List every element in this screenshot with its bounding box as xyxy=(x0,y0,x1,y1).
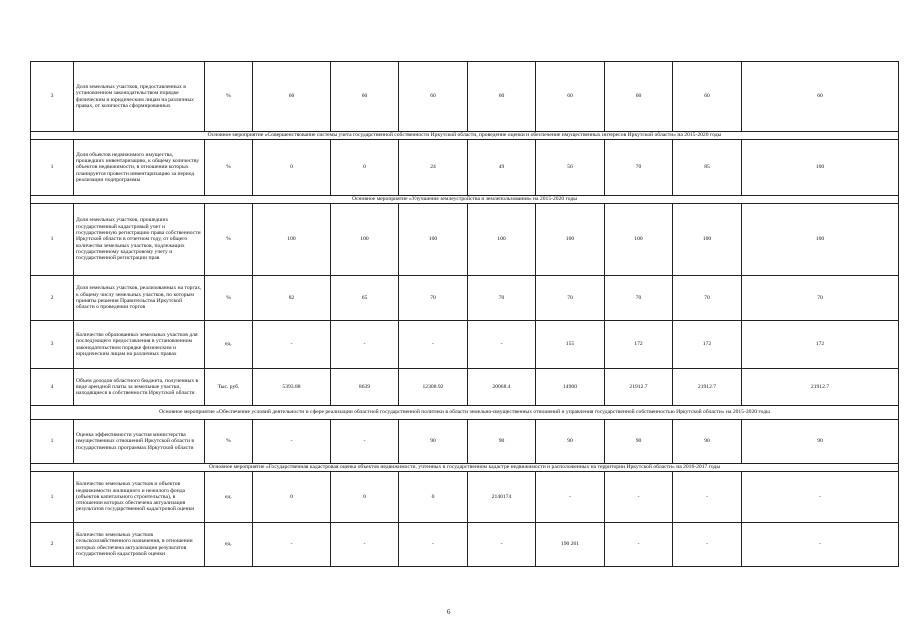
value-cell: 172 xyxy=(673,321,742,369)
value-cell: - xyxy=(331,321,399,369)
value-cell: 155 xyxy=(536,321,605,369)
value-cell: - xyxy=(331,420,399,464)
section-row xyxy=(31,406,899,420)
value-cell: 60 xyxy=(605,62,673,132)
table-row xyxy=(31,472,899,523)
row-number-cell: 2 xyxy=(31,523,74,567)
value-cell: 100 xyxy=(673,204,742,276)
value-cell: 60 xyxy=(468,62,536,132)
value-cell: 21912.7 xyxy=(605,369,673,406)
value-cell: - xyxy=(742,523,899,567)
value-cell: 70 xyxy=(399,276,468,321)
page-number: 6 xyxy=(447,608,451,616)
value-cell: 100 xyxy=(468,204,536,276)
indicator-description-cell: Количество образованных земельных участков для последующего предоставления в установленном законодательством порядке физическим и юридическим лицам на различных правах xyxy=(74,321,205,369)
value-cell: 70 xyxy=(605,140,673,196)
value-cell: 49 xyxy=(468,140,536,196)
table-body xyxy=(31,62,899,567)
row-number-cell: 1 xyxy=(31,204,74,276)
value-cell: 85 xyxy=(673,140,742,196)
value-cell: 21912.7 xyxy=(673,369,742,406)
table-row xyxy=(31,523,899,567)
value-cell: 60 xyxy=(253,62,331,132)
value-cell: 0 xyxy=(253,140,331,196)
value-cell: 24 xyxy=(399,140,468,196)
section-title: Основное мероприятие «Улучшение землеустройства и землепользования» на 2015-2020 годы xyxy=(31,196,899,204)
value-cell: 60 xyxy=(399,62,468,132)
table-row xyxy=(31,140,899,196)
value-cell: 60 xyxy=(742,62,899,132)
value-cell: - xyxy=(605,472,673,523)
unit-cell: ед. xyxy=(205,523,253,567)
value-cell: - xyxy=(331,523,399,567)
unit-cell: ед. xyxy=(205,472,253,523)
value-cell: 82 xyxy=(253,276,331,321)
section-row xyxy=(31,196,899,204)
row-number-cell: 3 xyxy=(31,321,74,369)
row-number-cell: 1 xyxy=(31,420,74,464)
value-cell: 60 xyxy=(673,62,742,132)
value-cell: - xyxy=(468,523,536,567)
value-cell: 60 xyxy=(331,62,399,132)
value-cell: 100 xyxy=(605,204,673,276)
value-cell: - xyxy=(399,321,468,369)
value-cell: - xyxy=(742,472,899,523)
value-cell: - xyxy=(536,472,605,523)
value-cell: 90 xyxy=(605,420,673,464)
indicator-description-cell: Доля земельных участков, предоставленных в установленном законодательством порядке физическим и юридическим лицам на различных правах, от количества сформированных xyxy=(74,62,205,132)
value-cell: - xyxy=(253,523,331,567)
value-cell: 90 xyxy=(673,420,742,464)
unit-cell: % xyxy=(205,62,253,132)
value-cell: 56 xyxy=(536,140,605,196)
section-title: Основное мероприятие «Обеспечение условий деятельности и сфере реализации областной государственной политики в области земельно-имущественных отношений и управления государственной собственностью Иркутской области» на 2015-2020 годы xyxy=(31,406,899,420)
value-cell: 172 xyxy=(742,321,899,369)
value-cell: 90 xyxy=(742,420,899,464)
value-cell: 60 xyxy=(536,62,605,132)
value-cell: - xyxy=(468,321,536,369)
value-cell: 100 xyxy=(331,204,399,276)
table-row xyxy=(31,321,899,369)
table-row xyxy=(31,369,899,406)
value-cell: 100 xyxy=(253,204,331,276)
value-cell: 100 xyxy=(399,204,468,276)
value-cell: - xyxy=(253,321,331,369)
value-cell: 0 xyxy=(399,472,468,523)
unit-cell: ед. xyxy=(205,321,253,369)
indicator-description-cell: Количество земельных участков и объектов недвижимости жилищного и нежилого фонда (объектов капитального строительства), в отношении которых обеспечена актуализация результатов государственной кадастровой оценки xyxy=(74,472,205,523)
unit-cell: % xyxy=(205,420,253,464)
value-cell: 70 xyxy=(468,276,536,321)
section-title: Основное мероприятие «Государственная кадастровая оценка объектов недвижимости, учтенных в государственном кадастре недвижимости и расположенных на территории Иркутской области» на 2016-2017 годы xyxy=(31,464,899,472)
section-title: Основное мероприятие «Совершенствование системы учета государственной собственности Иркутской области, проведение оценки и обеспечение имущественных интересов Иркутской области» на 2015-2020 годы xyxy=(31,132,899,140)
unit-cell: Тыс. руб. xyxy=(205,369,253,406)
section-row xyxy=(31,132,899,140)
value-cell: 70 xyxy=(742,276,899,321)
unit-cell: % xyxy=(205,204,253,276)
value-cell: 0 xyxy=(331,472,399,523)
indicator-description-cell: Оценка эффективности участия министерства имущественных отношений Иркутской области в государственных программах Иркутской области xyxy=(74,420,205,464)
row-number-cell: 1 xyxy=(31,140,74,196)
value-cell: 70 xyxy=(605,276,673,321)
indicator-description-cell: Доля земельных участков, прошедших государственный кадастровый учет и государственную регистрацию права собственности Иркутской области в отчетном году, от общего количества земельных участков, подлежащих государственному кадастровому учету и государственной регистрации прав xyxy=(74,204,205,276)
indicator-description-cell: Доля объектов недвижимого имущества, прошедших инвентаризацию, к общему количеству объектов недвижимости, в отношении которых планируется провести инвентаризацию за период реализации подпрограммы xyxy=(74,140,205,196)
value-cell: 0 xyxy=(331,140,399,196)
value-cell: 5393.88 xyxy=(253,369,331,406)
value-cell: - xyxy=(673,523,742,567)
table-row xyxy=(31,204,899,276)
value-cell: 12308.92 xyxy=(399,369,468,406)
table-row xyxy=(31,420,899,464)
value-cell: 100 xyxy=(536,204,605,276)
unit-cell: % xyxy=(205,276,253,321)
value-cell: 20068.4 xyxy=(468,369,536,406)
table-row xyxy=(31,62,899,132)
value-cell: - xyxy=(399,523,468,567)
table-row xyxy=(31,276,899,321)
value-cell: - xyxy=(253,420,331,464)
indicator-description-cell: Доля земельных участков, реализованных на торгах, к общему числу земельных участков, по которым приняты решения Правительства Иркутской области о проведении торгов xyxy=(74,276,205,321)
value-cell: 0 xyxy=(253,472,331,523)
value-cell: 90 xyxy=(536,420,605,464)
unit-cell: % xyxy=(205,140,253,196)
value-cell: 100 xyxy=(742,140,899,196)
row-number-cell: 2 xyxy=(31,276,74,321)
value-cell: - xyxy=(673,472,742,523)
value-cell: 8639 xyxy=(331,369,399,406)
value-cell: 2140174 xyxy=(468,472,536,523)
value-cell: 190 261 xyxy=(536,523,605,567)
indicators-table xyxy=(30,61,899,567)
section-row xyxy=(31,464,899,472)
value-cell: - xyxy=(605,523,673,567)
indicator-description-cell: Объем доходов областного бюджета, полученных в виде арендной платы за земельные участки, находящиеся в собственности Иркутской области xyxy=(74,369,205,406)
row-number-cell: 1 xyxy=(31,472,74,523)
value-cell: 14900 xyxy=(536,369,605,406)
value-cell: 100 xyxy=(742,204,899,276)
value-cell: 70 xyxy=(536,276,605,321)
indicator-description-cell: Количество земельных участков сельскохозяйственного назначения, в отношении которых обеспечена актуализация результатов государственной кадастровой оценки xyxy=(74,523,205,567)
value-cell: 90 xyxy=(468,420,536,464)
value-cell: 21912.7 xyxy=(742,369,899,406)
value-cell: 70 xyxy=(673,276,742,321)
value-cell: 65 xyxy=(331,276,399,321)
row-number-cell: 3 xyxy=(31,62,74,132)
row-number-cell: 4 xyxy=(31,369,74,406)
value-cell: 90 xyxy=(399,420,468,464)
value-cell: 172 xyxy=(605,321,673,369)
